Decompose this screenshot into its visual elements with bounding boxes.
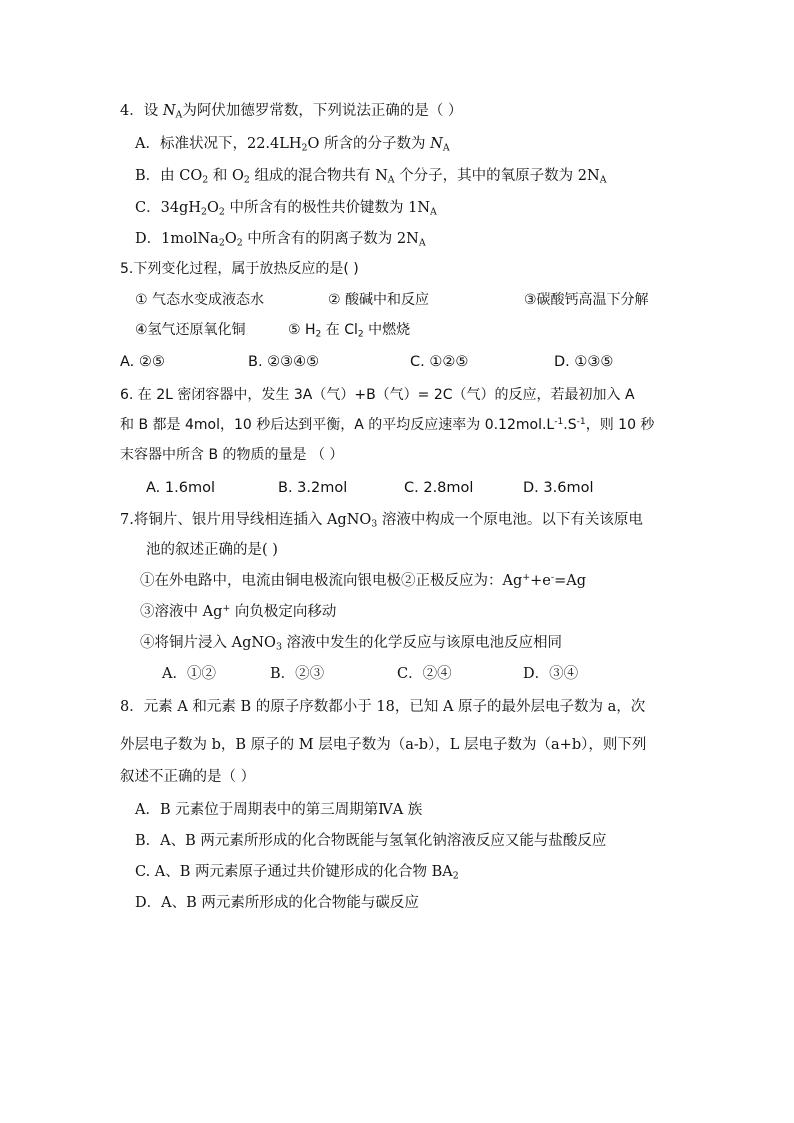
na-symbol: N [430, 136, 443, 152]
text: ③溶液中 Ag [140, 604, 223, 620]
superscript: -1 [576, 417, 586, 427]
q8-option-a: A．B 元素位于周期表中的第三周期第ⅣA 族 [135, 802, 423, 818]
subscript: A [599, 174, 607, 186]
q7-item-1-2 [140, 571, 586, 591]
subscript: 2 [357, 329, 364, 340]
text: O [206, 200, 219, 216]
q8-option-b: B．A、B 两元素所形成的化合物既能与氢氧化钠溶液反应又能与盐酸反应 [135, 833, 607, 849]
q7-option-b: B．②③ [270, 666, 325, 682]
subscript: 2 [243, 174, 250, 186]
subscript: 2 [301, 142, 308, 154]
q4-option-a [135, 134, 450, 154]
subscript: A [442, 142, 450, 154]
q7-option-d: D．③④ [523, 666, 579, 682]
q8-line-3: 叙述不正确的是（ ） [120, 769, 256, 785]
q4-option-c [135, 198, 437, 218]
q4-stem-part: 4．设 [120, 103, 163, 119]
q5-item-4: ④氢气还原氧化铜 [135, 322, 246, 338]
q8-option-d: D．A、B 两元素所形成的化合物能与碳反应 [135, 895, 419, 911]
subscript: A [387, 174, 395, 186]
subscript: 2 [200, 206, 207, 218]
text: ④将铜片浸入 AgNO [140, 635, 276, 651]
q6-line-1: 6. 在 2L 密闭容器中，发生 3A（气）+B（气）= 2C（气）的反应，若最初加入 A [120, 387, 635, 403]
text: D．1molNa [135, 231, 219, 247]
q8-line-2: 外层电子数为 b，B 原子的 M 层电子数为（a-b），L 层电子数为（a+b），则下列 [120, 737, 647, 753]
subscript: 2 [452, 870, 459, 882]
text: 溶液中发生的化学反应与该原电池反应相同 [281, 635, 563, 651]
superscript: + [522, 571, 531, 583]
text: =Ag [554, 573, 586, 589]
q8-option-c [135, 862, 459, 882]
q6-option-d: D. 3.6mol [523, 480, 594, 496]
q5-option-c: C. ①②⑤ [410, 354, 469, 370]
q5-option-a: A. ②⑤ [120, 354, 165, 370]
q5-item-5 [288, 320, 410, 340]
subscript: 2 [236, 237, 243, 249]
text: 中燃烧 [363, 322, 411, 338]
q5-option-b: B. ②③④⑤ [248, 354, 320, 370]
superscript: - [550, 571, 555, 583]
q6-line-3: 末容器中所含 B 的物质的量是 （ ） [120, 447, 344, 463]
text: 和 O [208, 168, 244, 184]
q4-stem-part: 为阿伏加德罗常数，下列说法正确的是（ ） [182, 103, 463, 119]
text: C．34gH [135, 200, 201, 216]
text: ①在外电路中，电流由铜电极流向银电极②正极反应为：Ag [140, 573, 523, 589]
q5-option-d: D. ①③⑤ [554, 354, 614, 370]
subscript: 2 [218, 206, 225, 218]
q6-option-b: B. 3.2mol [278, 480, 348, 496]
text: 组成的混合物共有 N [249, 168, 388, 184]
subscript: A [430, 206, 437, 218]
q5-item-3: ③碳酸钙高温下分解 [524, 292, 649, 308]
text: 和 B 都是 4mol，10 秒后达到平衡，A 的平均反应速率为 0.12mol.L [120, 417, 555, 433]
q6-option-c: C. 2.8mol [404, 480, 474, 496]
subscript: 3 [371, 518, 378, 530]
text: 7.将铜片、银片用导线相连插入 AgNO [120, 512, 372, 528]
text: O 所含的分子数为 [307, 136, 431, 152]
q7-item-4 [140, 633, 562, 653]
text: 在 Cl [321, 322, 358, 338]
text: 溶液中构成一个原电池。以下有关该原电 [377, 512, 643, 528]
q4-option-b [135, 166, 607, 186]
text: 中所含有的极性共价键数为 1N [224, 200, 431, 216]
q7-line-2: 池的叙述正确的是( ) [146, 542, 278, 558]
q6-line-2 [120, 415, 654, 435]
superscript: -1 [554, 417, 564, 427]
q8-line-1: 8．元素 A 和元素 B 的原子序数都小于 18，已知 A 原子的最外层电子数为 a，次 [120, 699, 646, 715]
text: C. A、B 两元素原子通过共价键形成的化合物 BA [135, 864, 453, 880]
subscript: 3 [275, 641, 282, 653]
text: +e [530, 573, 551, 589]
q5-item-1: ① 气态水变成液态水 [135, 292, 265, 308]
q5-stem: 5.下列变化过程，属于放热反应的是( ) [120, 261, 359, 277]
text: 个分子，其中的氧原子数为 2N [394, 168, 600, 184]
subscript: 2 [315, 329, 322, 340]
text: 中所含有的阴离子数为 2N [242, 231, 419, 247]
q7-item-3 [140, 602, 336, 622]
text: O [224, 231, 237, 247]
text: ，则 10 秒 [585, 417, 655, 433]
q4-stem [120, 101, 462, 121]
q7-option-c: C．②④ [397, 666, 452, 682]
subscript: 2 [218, 237, 225, 249]
text: ⑤ H [288, 322, 316, 338]
q5-item-2: ② 酸碱中和反应 [328, 292, 430, 308]
subscript: 2 [202, 174, 209, 186]
q7-option-a: A．①② [162, 666, 216, 682]
subscript: A [175, 109, 183, 121]
text: B．由 CO [135, 168, 203, 184]
q4-option-d [135, 229, 426, 249]
superscript: + [222, 602, 231, 614]
text: A．标准状况下，22.4LH [135, 136, 302, 152]
subscript: A [418, 237, 426, 249]
na-symbol: N [162, 103, 176, 119]
text: 向负极定向移动 [230, 604, 337, 620]
text: .S [563, 417, 577, 433]
q6-option-a: A. 1.6mol [146, 480, 215, 496]
q7-line-1 [120, 510, 643, 530]
